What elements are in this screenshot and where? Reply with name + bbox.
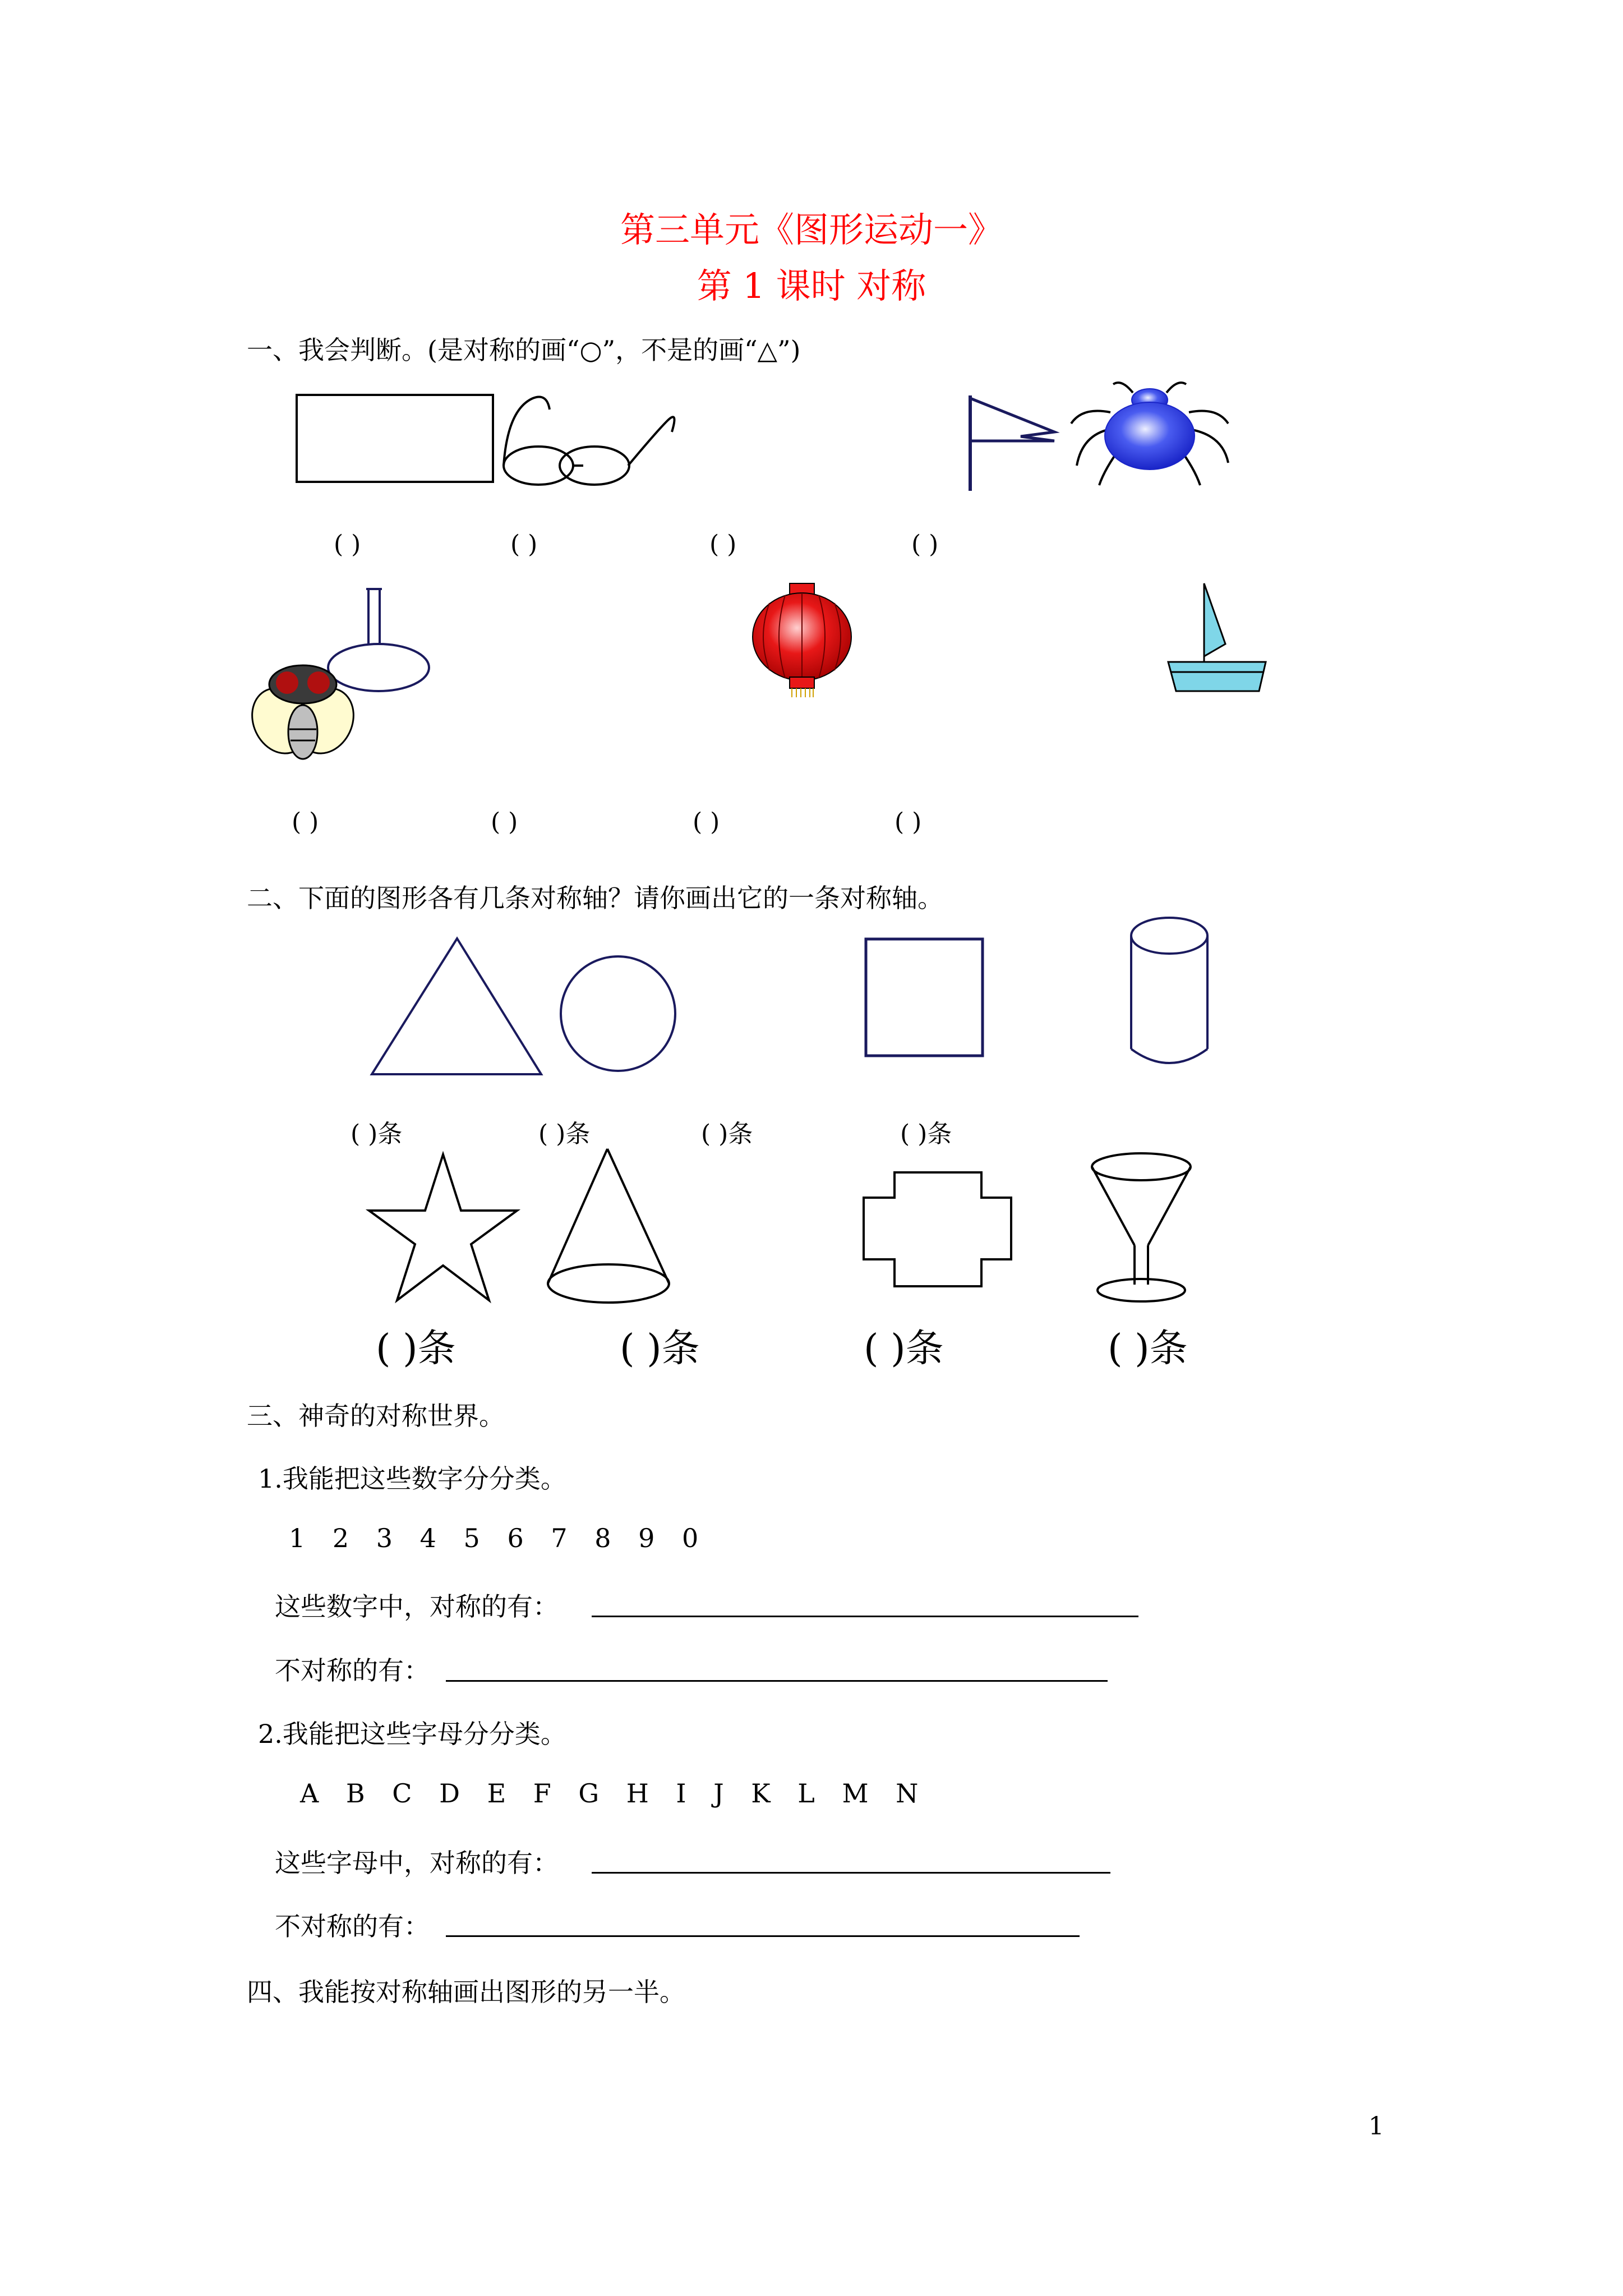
digits-symmetric-answer-line[interactable] — [592, 1616, 1138, 1617]
lantern-figure — [746, 581, 858, 701]
letters-symmetric-label: 这些字母中，对称的有： — [275, 1848, 559, 1878]
answer-blank[interactable]: ( ) — [709, 530, 737, 559]
square-figure — [864, 937, 987, 1060]
count-blank[interactable]: ( )条 — [538, 1120, 591, 1148]
answer-blank[interactable]: ( ) — [693, 808, 720, 836]
count-blank[interactable]: ( )条 — [864, 1327, 944, 1371]
letters-symmetric-answer-line[interactable] — [592, 1872, 1110, 1874]
answer-blank[interactable]: ( ) — [895, 808, 922, 836]
digit-sequence: 1 2 3 4 5 6 7 8 9 0 — [289, 1523, 699, 1553]
letters-asymmetric-label: 不对称的有： — [275, 1911, 430, 1941]
cylinder-figure — [1127, 914, 1211, 1071]
letter-sequence: A B C D E F G H I J K L M N — [300, 1778, 919, 1809]
goblet-figure — [1085, 1150, 1197, 1304]
section4-heading: 四、我能按对称轴画出图形的另一半。 — [247, 1977, 685, 2007]
section1-heading: 一、我会判断。(是对称的画“○”，不是的画“△”) — [247, 335, 801, 365]
page-title: 第三单元《图形运动一》 — [620, 209, 1003, 250]
rectangle-figure — [294, 393, 496, 488]
fly-figure — [247, 654, 359, 766]
count-blank[interactable]: ( )条 — [351, 1120, 403, 1148]
digits-asymmetric-answer-line[interactable] — [446, 1680, 1108, 1682]
answer-blank[interactable]: ( ) — [491, 808, 518, 836]
count-blank[interactable]: ( )条 — [376, 1327, 456, 1371]
page-subtitle: 第 1 课时 对称 — [697, 265, 926, 306]
answer-blank[interactable]: ( ) — [334, 530, 361, 559]
glasses-figure — [494, 387, 684, 494]
answer-blank[interactable]: ( ) — [510, 530, 538, 559]
answer-blank[interactable]: ( ) — [292, 808, 319, 836]
page-number: 1 — [1368, 2112, 1384, 2141]
part1-label: 1.我能把这些数字分分类。 — [258, 1464, 566, 1494]
section2-heading: 二、下面的图形各有几条对称轴？请你画出它的一条对称轴。 — [247, 883, 943, 913]
triangle-figure — [367, 934, 547, 1080]
count-blank[interactable]: ( )条 — [900, 1120, 952, 1148]
count-blank[interactable]: ( )条 — [1108, 1327, 1188, 1371]
digits-symmetric-label: 这些数字中，对称的有： — [275, 1591, 559, 1622]
cross-shape-figure — [861, 1170, 1015, 1290]
cone-figure — [541, 1144, 676, 1307]
flag-figure — [965, 393, 1066, 494]
circle-figure — [558, 954, 679, 1074]
part2-label: 2.我能把这些字母分分类。 — [258, 1719, 566, 1749]
count-blank[interactable]: ( )条 — [701, 1120, 753, 1148]
beetle-figure — [1060, 373, 1239, 491]
sailboat-figure — [1164, 578, 1276, 696]
section3-heading: 三、神奇的对称世界。 — [247, 1401, 505, 1431]
count-blank[interactable]: ( )条 — [620, 1327, 700, 1371]
letters-asymmetric-answer-line[interactable] — [446, 1935, 1080, 1937]
digits-asymmetric-label: 不对称的有： — [275, 1655, 430, 1686]
answer-blank[interactable]: ( ) — [911, 530, 939, 559]
star-figure — [365, 1150, 522, 1307]
